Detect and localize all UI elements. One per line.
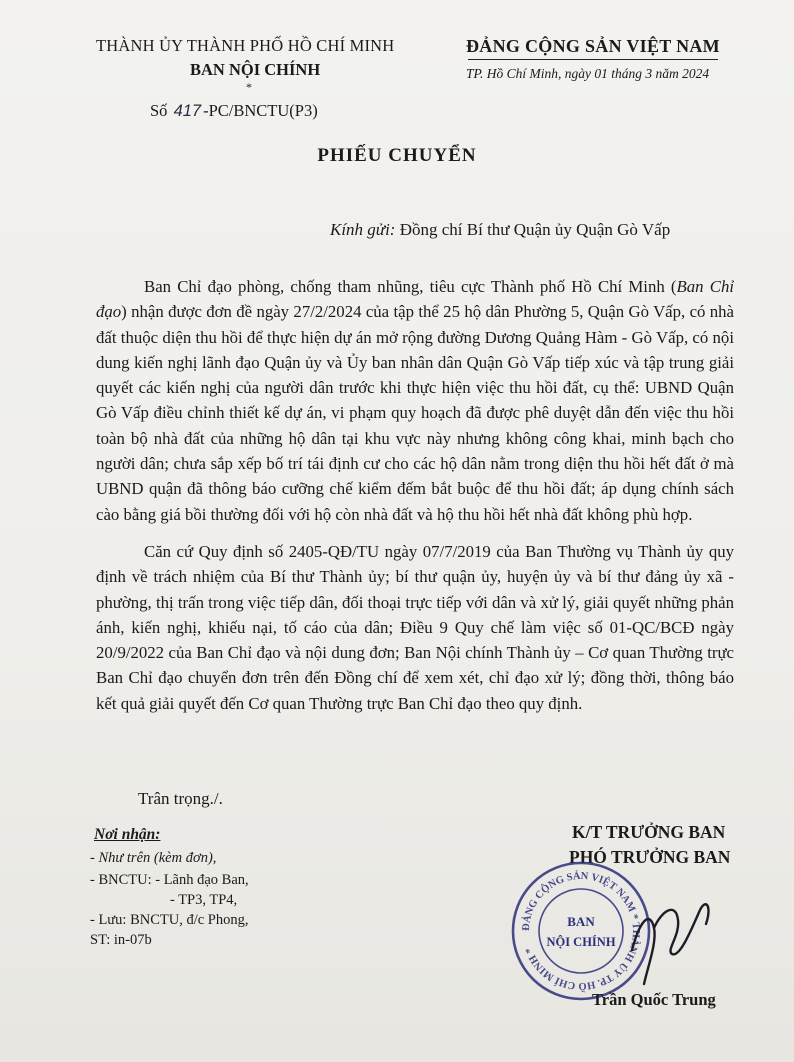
header-mark: * (246, 80, 252, 94)
number-handwritten: 417 (173, 102, 202, 120)
document-number (150, 101, 318, 121)
number-prefix: Số (150, 101, 168, 120)
seal-line-1: BAN (567, 914, 595, 929)
paragraph-1 (96, 274, 734, 527)
recipient-line (90, 850, 216, 867)
recipient-1a: - Như trên ( (90, 850, 159, 866)
party-name: ĐẢNG CỘNG SẢN VIỆT NAM (466, 36, 720, 56)
p1-italic: Ban Chỉ đạo (96, 277, 734, 322)
seal-ring-text: ĐẢNG CỘNG SẢN VIỆT NAM * THÀNH ỦY TP. HỒ CHÍ MINH * (520, 870, 642, 992)
closing: Trân trọng./. (138, 789, 223, 808)
addressee-name: Đồng chí Bí thư Quận ủy Quận Gò Vấp (399, 220, 671, 239)
recipients-title: Nơi nhận: (94, 826, 161, 843)
recipient-1c: ), (207, 850, 217, 866)
org-name: THÀNH ỦY THÀNH PHỐ HỒ CHÍ MINH (96, 36, 395, 55)
paragraph-2: Căn cứ Quy định số 2405-QĐ/TU ngày 07/7/2019 của Ban Thường vụ Thành ủy quy định về trách nhiệm của Bí thư Thành ủy; bí thư quận ủy, huyện ủy và bí thư đảng ủy xã - phường, thị trấn trong việc tiếp dân, đối thoại trực tiếp với dân và xử lý, giải quyết những phản ánh, kiến nghị, khiếu nại, tố cáo của dân; Điều 9 Quy chế làm việc số 01-QC/BCĐ ngày 20/9/2022 của Ban Chỉ đạo và nội dung đơn; Ban Nội chính Thành ủy – Cơ quan Thường trực Ban Chỉ đạo chuyển đơn trên đến Đồng chí để xem xét, chỉ đạo xử lý; đồng thời, thông báo kết quả giải quyết đến Cơ quan Thường trực Ban Chỉ đạo theo quy định. (96, 541, 734, 713)
seal-line-2: NỘI CHÍNH (546, 935, 616, 949)
addressee-label: Kính gửi: (330, 220, 396, 239)
document-title: PHIẾU CHUYỂN (317, 145, 477, 166)
document-body (96, 274, 734, 728)
p1-start: Ban Chỉ đạo phòng, chống tham nhũng, tiêu cực Thành phố Hồ Chí Minh ( (144, 277, 677, 296)
number-suffix: -PC/BNCTU(P3) (203, 101, 318, 120)
department-name: BAN NỘI CHÍNH (190, 60, 321, 79)
date-line: TP. Hồ Chí Minh, ngày 01 tháng 3 năm 2024 (466, 66, 710, 81)
recipient-line: - BNCTU: - Lãnh đạo Ban, (90, 872, 249, 888)
signer-role-2: PHÓ TRƯỞNG BAN (569, 847, 731, 867)
signer-role-1: K/T TRƯỞNG BAN (572, 822, 726, 842)
addressee (330, 220, 670, 240)
signer-name: Trần Quốc Trung (592, 990, 716, 1009)
p1-rest: ) nhận được đơn đề ngày 27/2/2024 của tập thể 25 hộ dân Phường 5, Quận Gò Vấp, có nhà đất thuộc diện thu hồi để thực hiện dự án mở rộng đường Dương Quảng Hàm - Gò Vấp, có nội dung kiến nghị lãnh đạo Quận ủy và Ủy ban nhân dân Quận Gò Vấp tiếp xúc và tập trung giải quyết các kiến nghị của người dân trước khi thực hiện việc thu hồi đất, cụ thể: UBND Quận Gò Vấp điều chỉnh thiết kế dự án, vi phạm quy hoạch đã được phê duyệt dẫn đến việc thu hồi toàn bộ nhà đất của những hộ dân tại khu vực này nhưng không công khai, minh bạch cho người dân; chưa sắp xếp bố trí tái định cư cho các hộ dân nằm trong diện thu hồi hết đất ở mà UBND quận đã thông báo cưỡng chế kiểm đếm bắt buộc để thu hồi đất; áp dụng chính sách cào bằng giá bồi thường đối với hộ còn nhà đất và hộ thu hồi hết nhà đất không phù hợp. (96, 302, 734, 524)
recipient-line: - TP3, TP4, (170, 892, 238, 908)
recipient-1b: kèm đơn (158, 850, 208, 866)
recipient-line: - Lưu: BNCTU, đ/c Phong, (90, 912, 249, 928)
recipient-line: ST: in-07b (90, 932, 152, 948)
handwritten-signature (620, 880, 720, 990)
